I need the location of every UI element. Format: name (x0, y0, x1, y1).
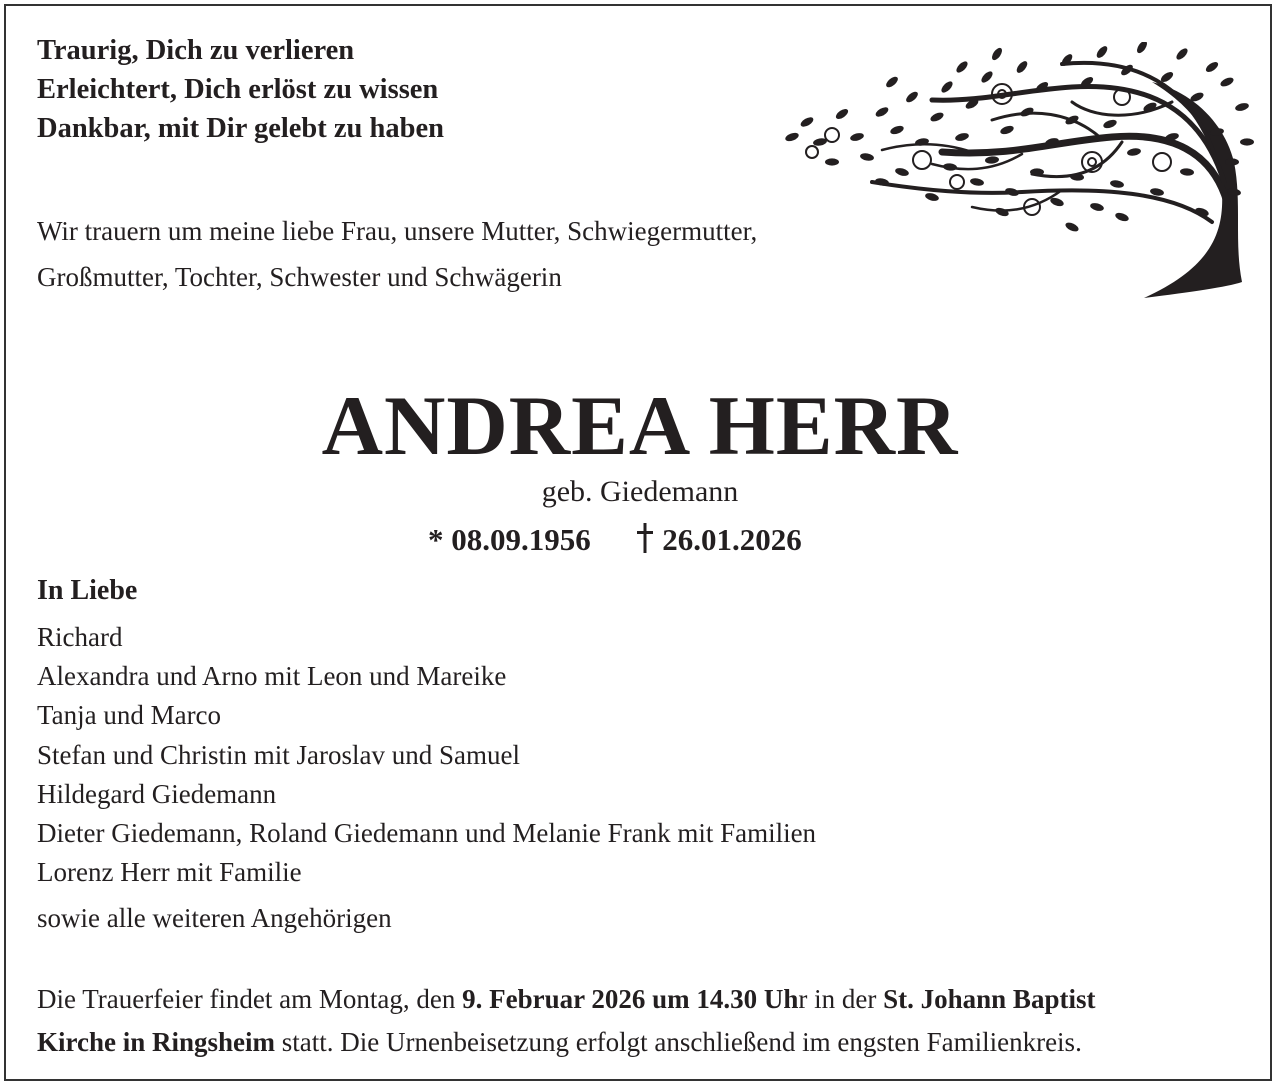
notice-text: statt. Die Urnenbeisetzung erfolgt anschließend im engsten Familienkreis. (275, 1027, 1082, 1057)
notice-text: r in der (798, 984, 884, 1014)
mourner-line: Hildegard Giedemann (37, 778, 277, 809)
notice-text: Die Trauerfeier findet am Montag, den (37, 984, 463, 1014)
mourner-line: Tanja und Marco (37, 700, 222, 731)
mourner-line: Richard (37, 622, 123, 652)
other-relatives: sowie alle weiteren Angehörigen (37, 903, 392, 933)
mourner-line: Alexandra und Arno mit Leon und Mareike (37, 661, 507, 692)
ceremony-datetime: 9. Februar 2026 um 14.30 Uh (462, 984, 799, 1014)
birth-name: geb. Giedemann (541, 475, 739, 508)
ceremony-place: Kirche in Ringsheim (37, 1027, 276, 1057)
poem (37, 31, 444, 148)
mourner-line: Lorenz Herr mit Familie (37, 857, 302, 888)
cross-icon (637, 523, 653, 553)
mourners-heading: In Liebe (37, 575, 138, 606)
windblown-tree-icon (772, 42, 1258, 298)
birth-date: * 08.09.1956 (428, 522, 591, 557)
death-date: 26.01.2026 (662, 522, 802, 557)
mourner-line: Dieter Giedemann, Roland Giedemann und Melanie Frank mit Familien (37, 818, 817, 849)
mourner-line: Stefan und Christin mit Jaroslav und Samuel (37, 739, 520, 770)
poem-line: Dankbar, mit Dir gelebt zu haben (37, 113, 444, 144)
intro (37, 208, 757, 300)
intro-line: Wir trauern um meine liebe Frau, unsere Mutter, Schwiegermutter, (37, 216, 758, 246)
notice-line-2 (37, 1021, 1252, 1064)
intro-line: Großmutter, Tochter, Schwester und Schwägerin (37, 262, 562, 292)
notice-line-1 (37, 978, 1252, 1021)
funeral-notice (37, 978, 1252, 1064)
life-dates (428, 519, 802, 561)
mourners-list (37, 618, 816, 892)
poem-line: Traurig, Dich zu verlieren (37, 35, 355, 66)
deceased-name: ANDREA HERR (321, 379, 959, 473)
ceremony-place: St. Johann Baptist (883, 984, 1096, 1014)
poem-line: Erleichtert, Dich erlöst zu wissen (37, 74, 439, 105)
